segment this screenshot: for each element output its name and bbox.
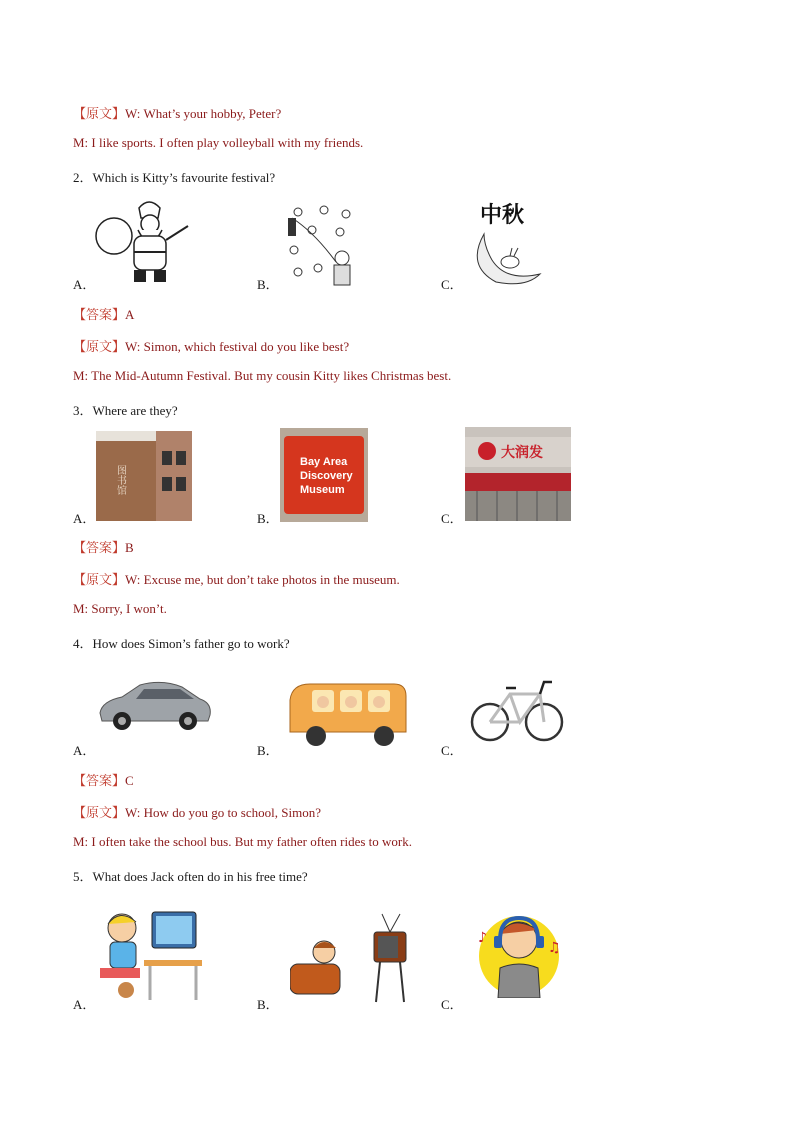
svg-text:♪: ♪ (478, 930, 487, 946)
music-boy-image (472, 904, 566, 998)
transcript-tag: 【原文】 (73, 805, 126, 820)
answer-value: A (125, 307, 135, 322)
option-b: B． (257, 277, 279, 292)
car-image (96, 675, 214, 733)
transcript-line (73, 336, 349, 355)
library-image (96, 431, 192, 521)
computer-boy-image (98, 908, 204, 1002)
speaker-w: W: (125, 339, 141, 354)
transcript-tag: 【原文】 (73, 106, 126, 121)
question-5: 5．What does Jack often do in his free time? (73, 869, 308, 884)
supermarket-image (465, 427, 571, 521)
option-c: C． (441, 743, 463, 758)
question-4: 4．How does Simon’s father go to work? (73, 636, 290, 651)
speaker-w: W: (125, 106, 141, 121)
transcript-text: What’s your hobby, Peter? (143, 106, 282, 121)
option-b: B． (257, 997, 279, 1012)
answer-value: B (125, 540, 134, 555)
option-a: A． (73, 511, 96, 526)
answer-tag: 【答案】 (73, 307, 126, 322)
answer-value: C (125, 773, 134, 788)
transcript-line (73, 569, 400, 588)
svg-text:♫: ♫ (548, 940, 561, 956)
santa-image (94, 196, 198, 288)
option-a: A． (73, 997, 96, 1012)
option-a: A． (73, 277, 96, 292)
mid-autumn-image (466, 196, 546, 288)
answer-line (73, 537, 134, 556)
option-c: C． (441, 277, 463, 292)
answer-tag: 【答案】 (73, 540, 126, 555)
option-b: B． (257, 511, 279, 526)
transcript-tag: 【原文】 (73, 339, 126, 354)
transcript-line (73, 103, 281, 122)
option-c: C． (441, 997, 463, 1012)
library-sign: 图书馆 (114, 465, 126, 495)
bus-image (284, 680, 408, 752)
speaker-w: W: (125, 805, 141, 820)
answer-tag: 【答案】 (73, 773, 126, 788)
question-3: 3．Where are they? (73, 403, 178, 418)
transcript-m-line: M: Sorry, I won’t. (73, 601, 167, 616)
firework-image (284, 202, 360, 288)
mid-autumn-text: 中秋 (480, 203, 525, 228)
option-c: C． (441, 511, 463, 526)
transcript-m-line: M: I often take the school bus. But my father often rides to work. (73, 834, 413, 849)
museum-sign-2: Discovery (300, 470, 353, 482)
museum-sign-3: Museum (300, 484, 345, 496)
question-2: 2．Which is Kitty’s favourite festival? (73, 170, 276, 185)
answer-line (73, 304, 134, 323)
transcript-line (73, 802, 321, 821)
mall-sign: 大润发 (501, 445, 543, 461)
speaker-w: W: (125, 572, 141, 587)
museum-sign-1: Bay Area (300, 456, 348, 468)
transcript-m-line: M: The Mid-Autumn Festival. But my cousin Kitty likes Christmas best. (73, 368, 452, 383)
transcript-text: How do you go to school, Simon? (143, 805, 321, 820)
option-a: A． (73, 743, 96, 758)
museum-image (280, 428, 368, 522)
option-b: B． (257, 743, 279, 758)
bicycle-image (470, 668, 564, 748)
transcript-text: Simon, which festival do you like best? (143, 339, 350, 354)
transcript-m-line: M: I like sports. I often play volleyball with my friends. (73, 135, 364, 150)
tv-boy-image (290, 912, 412, 1004)
transcript-text: Excuse me, but don’t take photos in the museum. (143, 572, 400, 587)
answer-line (73, 770, 134, 789)
transcript-tag: 【原文】 (73, 572, 126, 587)
